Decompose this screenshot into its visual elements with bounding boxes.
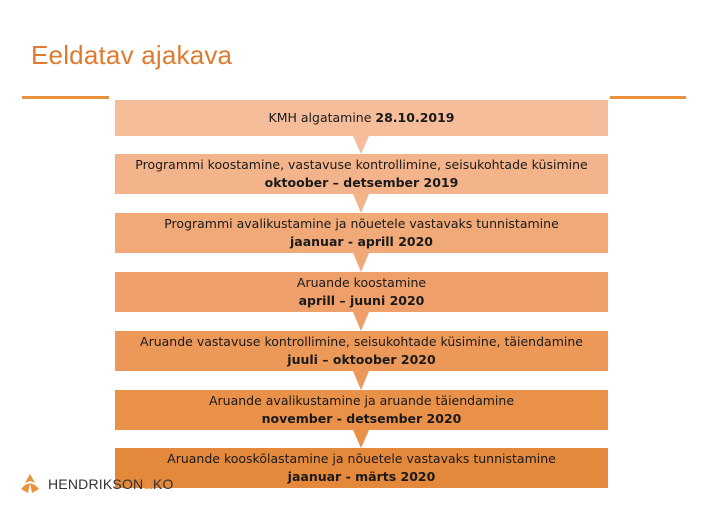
arrow-down-icon [353,312,369,331]
arrow-down-icon [353,136,369,154]
timeline-step-2 [115,154,608,194]
step-6-date: november - detsember 2020 [261,411,462,426]
step-4-label: Aruande koostamine [296,275,427,290]
arrow-down-icon [353,194,369,213]
timeline-step-5 [115,331,608,371]
timeline-step-1 [115,100,608,136]
arrow-down-icon [353,371,369,390]
company-logo [18,472,174,496]
title-divider-left [22,96,109,99]
step-7-label: Aruande kooskõlastamine ja nõuetele vastavaks tunnistamine [167,451,556,466]
step-3-date: jaanuar - aprill 2020 [290,234,433,249]
timeline-step-7 [115,448,608,488]
logo-ampersand: & [143,476,153,492]
title-divider-right [610,96,686,99]
page-title: Eeldatav ajakava [31,40,233,70]
step-2-date: oktoober – detsember 2019 [264,175,459,190]
step-7-date: jaanuar - märts 2020 [287,469,436,484]
logo-name-part2: KO [152,476,174,492]
timeline-step-3 [115,213,608,253]
arrow-down-icon [353,253,369,272]
step-2-label: Programmi koostamine, vastavuse kontrollimine, seisukohtade küsimine [135,157,588,172]
timeline-step-4 [115,272,608,312]
step-1-date: 28.10.2019 [375,110,455,125]
step-3-label: Programmi avalikustamine ja nõuetele vastavaks tunnistamine [164,216,559,231]
arrow-down-icon [353,430,369,448]
logo-mark-icon [18,472,42,496]
step-1-label: KMH algatamine [268,110,376,125]
step-4-date: aprill – juuni 2020 [298,293,425,308]
logo-text [48,476,174,492]
logo-name-part1: HENDRIKSON [48,476,144,492]
step-6-label: Aruande avalikustamine ja aruande täiendamine [208,393,515,408]
step-5-date: juuli – oktoober 2020 [287,352,436,367]
step-5-label: Aruande vastavuse kontrollimine, seisukohtade küsimine, täiendamine [140,334,583,349]
timeline-step-6 [115,390,608,430]
